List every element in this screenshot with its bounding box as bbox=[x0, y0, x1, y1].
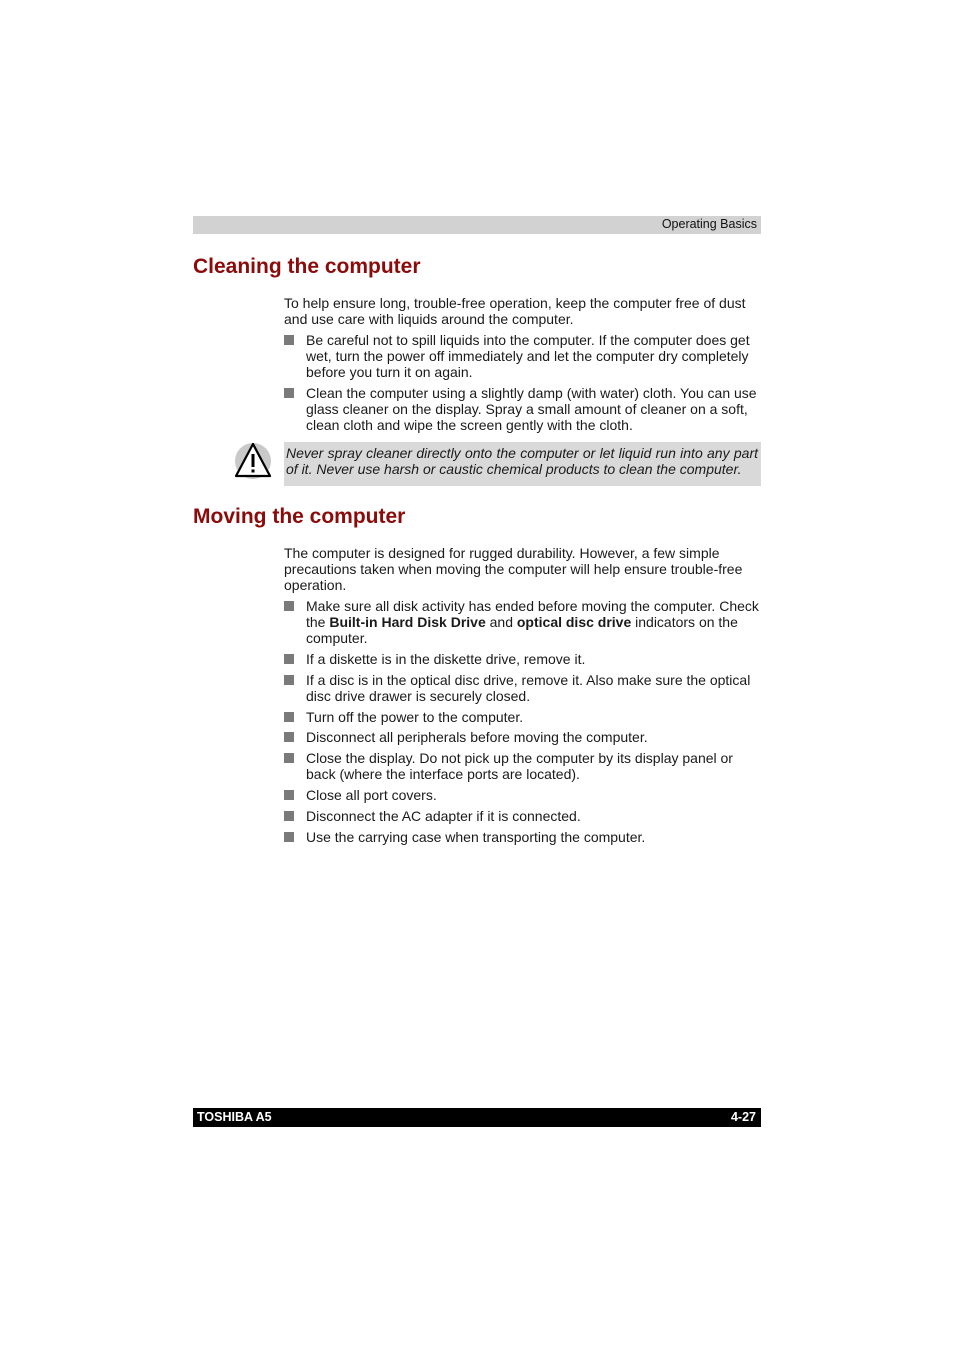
bullet-square-icon bbox=[284, 732, 294, 742]
bullet-square-icon bbox=[284, 654, 294, 664]
bullet-square-icon bbox=[284, 335, 294, 345]
list-item-text: Close the display. Do not pick up the computer by its display panel or back (where the interface ports are located). bbox=[306, 750, 733, 782]
page-number: 4-27 bbox=[730, 1110, 756, 1124]
moving-intro: The computer is designed for rugged durability. However, a few simple precautions taken when moving the computer will help ensure trouble-free operation. bbox=[284, 545, 743, 593]
bullet-square-icon bbox=[284, 601, 294, 611]
warning-text: Never spray cleaner directly onto the computer or let liquid run into any part of it. Never use harsh or caustic chemical products to clean the computer. bbox=[286, 445, 758, 477]
bullet-square-icon bbox=[284, 388, 294, 398]
list-item-text: If a diskette is in the diskette drive, remove it. bbox=[306, 651, 586, 667]
list-item-text: Use the carrying case when transporting the computer. bbox=[306, 829, 646, 845]
moving-heading: Moving the computer bbox=[193, 505, 406, 528]
list-item-text: Clean the computer using a slightly damp (with water) cloth. You can use glass cleaner on the display. Spray a small amount of cleaner on a soft, clean cloth and wipe the screen gently with the cloth. bbox=[306, 385, 757, 433]
optical-indicator-label: optical disc drive bbox=[516, 614, 632, 630]
bullet-square-icon bbox=[284, 811, 294, 821]
list-item-text: Turn off the power to the computer. bbox=[306, 709, 524, 725]
list-item-text: Be careful not to spill liquids into the computer. If the computer does get wet, turn the power off immediately and let the computer dry completely before you turn it on again. bbox=[306, 332, 750, 380]
text-run: and bbox=[485, 614, 517, 630]
bullet-square-icon bbox=[284, 753, 294, 763]
page-footer bbox=[193, 1108, 761, 1127]
text-run: indicators on the computer. bbox=[306, 614, 738, 646]
list-item-text: Disconnect all peripherals before moving the computer. bbox=[306, 729, 648, 745]
list-item-text: Close all port covers. bbox=[306, 787, 437, 803]
text-run: Make sure all disk activity has ended before moving the computer. Check the bbox=[306, 598, 759, 630]
list-item-text bbox=[306, 598, 760, 646]
warning-triangle-icon bbox=[233, 441, 273, 481]
cleaning-intro: To help ensure long, trouble-free operation, keep the computer free of dust and use care with liquids around the computer. bbox=[284, 295, 746, 327]
bullet-square-icon bbox=[284, 790, 294, 800]
list-item-text: If a disc is in the optical disc drive, remove it. Also make sure the optical disc drive drawer is securely closed. bbox=[306, 672, 751, 704]
bullet-square-icon bbox=[284, 675, 294, 685]
cleaning-heading: Cleaning the computer bbox=[193, 255, 421, 278]
footer-model: TOSHIBA A5 bbox=[197, 1110, 272, 1124]
warning-note bbox=[284, 442, 761, 486]
bullet-square-icon bbox=[284, 712, 294, 722]
hdd-indicator-label: Built-in Hard Disk Drive bbox=[329, 614, 486, 630]
list-item-text: Disconnect the AC adapter if it is connected. bbox=[306, 808, 581, 824]
bullet-square-icon bbox=[284, 832, 294, 842]
running-header bbox=[193, 216, 761, 234]
header-section-title: Operating Basics bbox=[661, 217, 757, 231]
